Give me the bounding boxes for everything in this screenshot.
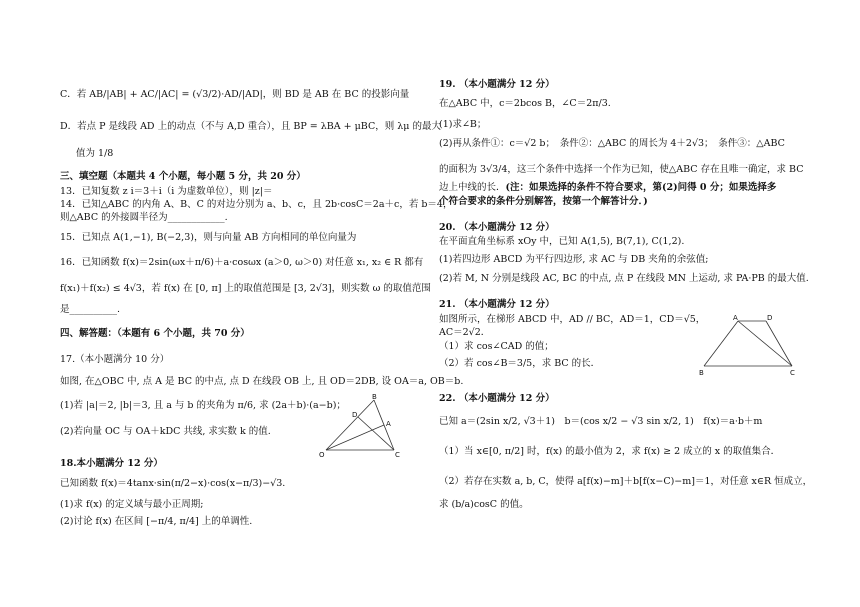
question-21-title: 21. （本小题满分 12 分）: [439, 299, 555, 310]
question-18-body: 已知函数 f(x)＝4tanx·sin(π/2−x)·cos(x−π/3)−√3.: [60, 478, 286, 489]
question-19-note: (注：如果选择的条件不符合要求，第(2)问得 0 分；如果选择多: [505, 182, 777, 193]
question-22-title: 22. （本小题满分 12 分）: [439, 393, 555, 404]
triangle-label-o: O: [319, 451, 325, 459]
triangle-obc-figure: [318, 392, 406, 462]
question-22-body: 已知 a＝(2sin x/2, √3＋1) b＝(cos x/2 − √3 sin x/2, 1) f(x)＝a·b＋m: [439, 416, 763, 427]
question-21-body: 如图所示，在梯形 ABCD 中，AD // BC，AD＝1，CD＝√5，: [439, 314, 706, 325]
question-19-part2-cont: 的面积为 3√3/4，这三个条件中选择一个作为已知，使△ABC 存在且唯一确定，求 BC: [439, 164, 804, 175]
question-18-part2: (2)讨论 f(x) 在区间 [−π/4, π/4] 上的单调性.: [60, 516, 253, 527]
trapezoid-label-a: A: [733, 314, 738, 322]
question-19-part2: (2)再从条件①：c＝√2 b； 条件②：△ABC 的周长为 4＋2√3； 条件③：△ABC: [439, 138, 785, 149]
option-d: D．若点 P 是线段 AD 上的动点（不与 A,D 重合），且 BP = λBA + μBC，则 λμ 的最大: [60, 121, 441, 132]
question-20-part2: (2)若 M, N 分别是线段 AC, BC 的中点, 点 P 在线段 MN 上运动, 求 PA·PB 的最大值.: [439, 273, 809, 284]
question-18-title: 18.本小题满分 12 分）: [60, 458, 163, 469]
question-14: 14．已知△ABC 的内角 A、B、C 的对边分别为 a、b、c，且 2b·cosC＝2a＋c，若 b＝4，: [60, 199, 453, 210]
question-19-note-cont: 个符合要求的条件分别解答，按第一个解答计分．): [439, 196, 648, 207]
question-22-part2-cont: 求 (b/a)cosC 的值。: [439, 499, 529, 510]
trapezoid-label-b: B: [699, 369, 704, 377]
triangle-label-d: D: [352, 411, 358, 419]
triangle-label-b: B: [372, 393, 377, 401]
question-21-part2: （2）若 cos∠B＝3/5，求 BC 的长．: [439, 358, 601, 369]
question-19-note-line: [439, 182, 776, 194]
question-16: 16．已知函数 f(x)＝2sin(ωx＋π/6)＋a·cosωx (a＞0, ω＞0) 对任意 x₁, x₂ ∈ R 都有: [60, 257, 424, 268]
triangle-label-c: C: [395, 451, 400, 459]
question-18-part1: (1)求 f(x) 的定义域与最小正周期;: [60, 499, 204, 510]
trapezoid-label-c: C: [790, 369, 795, 377]
question-13: 13．已知复数 z i＝3＋i（i 为虚数单位），则 |z|＝: [60, 186, 273, 197]
question-15: 15．已知点 A(1,−1), B(−2,3)，则与向量 AB 方向相同的单位向量为: [60, 232, 357, 243]
question-19-part1: (1)求∠B；: [439, 119, 487, 130]
question-20-title: 20. （本小题满分 12 分）: [439, 222, 555, 233]
section-3-title: 三、填空题（本题共 4 个小题，每小题 5 分，共 20 分）: [60, 171, 306, 182]
question-22-part1: （1）当 x∈[0, π/2] 时，f(x) 的最小值为 2，求 f(x) ≥ 2 成立的 x 的取值集合．: [439, 446, 781, 457]
trapezoid-label-d: D: [767, 314, 773, 322]
question-16-cont: f(x₁)＋f(x₂) ≤ 4√3，若 f(x) 在 [0, π] 上的取值范围是 [3, 2√3]，则实数 ω 的取值范围: [60, 283, 431, 294]
question-17-title: 17.（本小题满分 10 分）: [60, 354, 170, 365]
question-21-part1: （1）求 cos∠CAD 的值；: [439, 341, 554, 352]
question-19-plain-text: 边上中线的长．: [439, 182, 506, 193]
question-17-part2: (2)若向量 OC 与 OA＋kDC 共线, 求实数 k 的值.: [60, 426, 271, 437]
triangle-label-a: A: [386, 420, 391, 428]
question-19-body: 在△ABC 中，c＝2bcos B，∠C＝2π/3.: [439, 98, 611, 109]
option-c: C．若 AB/|AB| + AC/|AC| = (√3/2)·AD/|AD|，则 BD 是 AB 在 BC 的投影向量: [60, 89, 410, 100]
question-16-end: 是__________.: [60, 304, 121, 315]
trapezoid-abcd-figure: [698, 312, 802, 378]
question-21-body-cont: AC＝2√2．: [439, 327, 491, 338]
question-17-part1: (1)若 |a|＝2, |b|＝3, 且 a 与 b 的夹角为 π/6, 求 (2a＋b)·(a−b)；: [60, 400, 346, 411]
question-20-part1: (1)若四边形 ABCD 为平行四边形, 求 AC 与 DB 夹角的余弦值;: [439, 254, 709, 265]
question-20-body: 在平面直角坐标系 xOy 中，已知 A(1,5), B(7,1), C(1,2).: [439, 236, 685, 247]
section-4-title: 四、解答题：（本题有 6 个小题，共 70 分）: [60, 328, 250, 339]
question-19-title: 19. （本小题满分 12 分）: [439, 79, 555, 90]
question-22-part2: （2）若存在实数 a, b, C，使得 a[f(x)−m]＋b[f(x−C)−m]＝1，对任意 x∈R 恒成立，: [439, 476, 813, 487]
question-14-cont: 则△ABC 的外接圆半径为____________.: [60, 212, 228, 223]
option-d-cont: 值为 1/8: [76, 148, 114, 159]
question-17-body: 如图, 在△OBC 中, 点 A 是 BC 的中点, 点 D 在线段 OB 上, 且 OD＝2DB, 设 OA＝a, OB＝b.: [60, 376, 464, 387]
